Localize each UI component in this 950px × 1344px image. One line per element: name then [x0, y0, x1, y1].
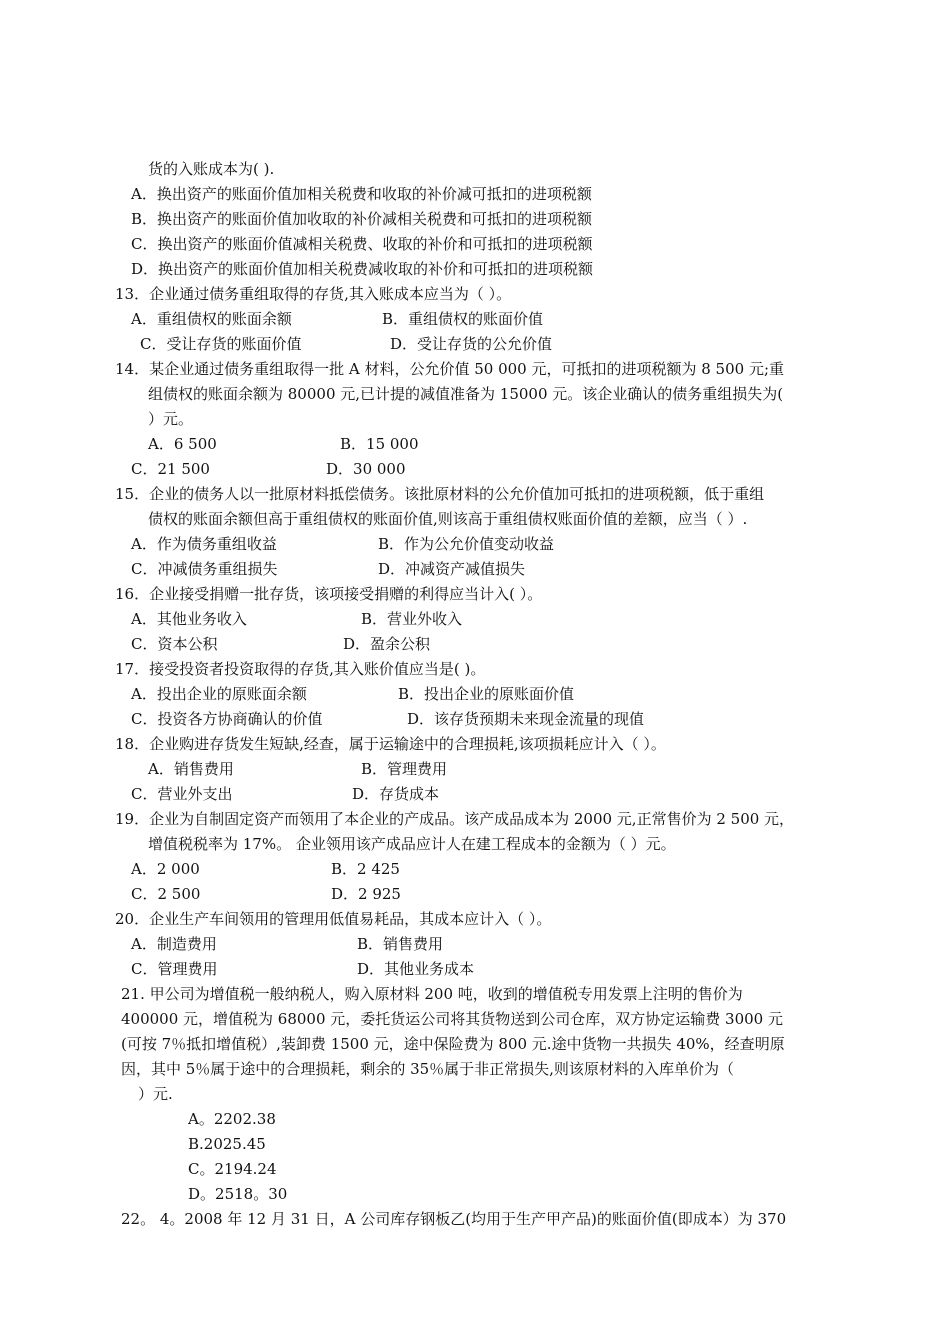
q12-stem-tail: 货的入账成本为( ). — [148, 160, 275, 178]
q18-stem: 18．企业购进存货发生短缺,经查，属于运输途中的合理损耗,该项损耗应计入（ ）。 — [115, 735, 666, 753]
q21-option-d: D。2518。30 — [188, 1185, 288, 1203]
q13-option-c: C．受让存货的账面价值 — [140, 335, 302, 353]
q20-stem: 20．企业生产车间领用的管理用低值易耗品，其成本应计入（ ）。 — [115, 910, 552, 928]
q17-stem: 17．接受投资者投资取得的存货,其入账价值应当是( )。 — [115, 660, 486, 678]
q14-stem-line2: 组债权的账面余额为 80000 元,已计提的减值准备为 15000 元。该企业确认的债务重组损失为( — [148, 385, 784, 403]
q14-option-b: B．15 000 — [340, 435, 419, 453]
q13-option-a: A．重组债权的账面余额 — [131, 310, 292, 328]
q14-stem-line3: ）元。 — [148, 410, 194, 428]
q21-option-a: A。2202.38 — [188, 1110, 276, 1128]
q19-stem-line2: 增值税税率为 17%。 企业领用该产成品应计人在建工程成本的金额为（ ）元。 — [148, 835, 676, 853]
q21-stem-line3: (可按 7％抵扣增值税）,装卸费 1500 元，途中保险费为 800 元.途中货物一共损失 40%，经查明原 — [121, 1035, 785, 1053]
q12-option-a: A．换出资产的账面价值加相关税费和收取的补价减可抵扣的进项税额 — [131, 185, 592, 203]
q19-option-a: A．2 000 — [131, 860, 200, 878]
q18-option-d: D．存货成本 — [352, 785, 440, 803]
q17-option-c: C．投资各方协商确认的价值 — [131, 710, 323, 728]
q22-stem: 22。 4。2008 年 12 月 31 日，A 公司库存钢板乙(均用于生产甲产品)的账面价值(即成本）为 370 — [121, 1210, 787, 1228]
q14-option-d: D．30 000 — [326, 460, 406, 478]
q18-option-b: B．管理费用 — [361, 760, 448, 778]
q15-option-d: D．冲减资产减值损失 — [378, 560, 526, 578]
q21-stem-line5: ）元. — [138, 1085, 173, 1103]
q18-option-a: A．销售费用 — [148, 760, 234, 778]
q20-option-c: C．管理费用 — [131, 960, 218, 978]
q12-option-d: D．换出资产的账面价值加相关税费减收取的补价和可抵扣的进项税额 — [131, 260, 594, 278]
q20-option-a: A．制造费用 — [131, 935, 217, 953]
q21-stem-line4: 因，其中 5％属于途中的合理损耗，剩余的 35％属于非正常损失,则该原材料的入库单价为（ — [121, 1060, 734, 1078]
q19-stem: 19．企业为自制固定资产而领用了本企业的产成品。该产成品成本为 2000 元,正常售价为 2 500 元， — [115, 810, 795, 828]
q14-option-c: C．21 500 — [131, 460, 210, 478]
q12-option-b: B．换出资产的账面价值加收取的补价减相关税费和可抵扣的进项税额 — [131, 210, 593, 228]
q12-option-c: C．换出资产的账面价值减相关税费、收取的补价和可抵扣的进项税额 — [131, 235, 593, 253]
q16-option-a: A．其他业务收入 — [131, 610, 247, 628]
q13-stem: 13．企业通过债务重组取得的存货,其入账成本应当为（ ）。 — [115, 285, 512, 303]
q21-option-c: C。2194.24 — [188, 1160, 277, 1178]
q15-option-b: B．作为公允价值变动收益 — [378, 535, 555, 553]
q16-stem: 16．企业接受捐赠一批存货，该项接受捐赠的利得应当计入( ）。 — [115, 585, 543, 603]
q13-option-b: B．重组债权的账面价值 — [382, 310, 544, 328]
q15-stem-line2: 债权的账面余额但高于重组债权的账面价值,则该高于重组债权账面价值的差额，应当（ ）. — [148, 510, 748, 528]
q20-option-d: D．其他业务成本 — [357, 960, 475, 978]
q16-option-c: C．资本公积 — [131, 635, 218, 653]
q15-stem: 15．企业的债务人以一批原材料抵偿债务。该批原材料的公允价值加可抵扣的进项税额，低于重组 — [115, 485, 765, 503]
q17-option-d: D．该存货预期未来现金流量的现值 — [407, 710, 645, 728]
q20-option-b: B．销售费用 — [357, 935, 444, 953]
q17-option-b: B．投出企业的原账面价值 — [398, 685, 575, 703]
q15-option-c: C．冲减债务重组损失 — [131, 560, 278, 578]
q14-option-a: A．6 500 — [148, 435, 217, 453]
q19-option-d: D．2 925 — [331, 885, 401, 903]
q13-option-d: D．受让存货的公允价值 — [390, 335, 553, 353]
q19-option-c: C．2 500 — [131, 885, 201, 903]
q14-stem: 14．某企业通过债务重组取得一批 A 材料，公允价值 50 000 元，可抵扣的进项税额为 8 500 元;重 — [115, 360, 785, 378]
q21-option-b: B.2025.45 — [188, 1135, 266, 1153]
q16-option-b: B．营业外收入 — [361, 610, 463, 628]
q18-option-c: C．营业外支出 — [131, 785, 233, 803]
q21-stem: 21. 甲公司为增值税一般纳税人，购入原材料 200 吨，收到的增值税专用发票上注明的售价为 — [121, 985, 743, 1003]
q21-stem-line2: 400000 元，增值税为 68000 元，委托货运公司将其货物送到公司仓库，双方协定运输费 3000 元 — [121, 1010, 783, 1028]
q19-option-b: B．2 425 — [331, 860, 400, 878]
q17-option-a: A．投出企业的原账面余额 — [131, 685, 307, 703]
q15-option-a: A．作为债务重组收益 — [131, 535, 277, 553]
q16-option-d: D．盈余公积 — [343, 635, 431, 653]
